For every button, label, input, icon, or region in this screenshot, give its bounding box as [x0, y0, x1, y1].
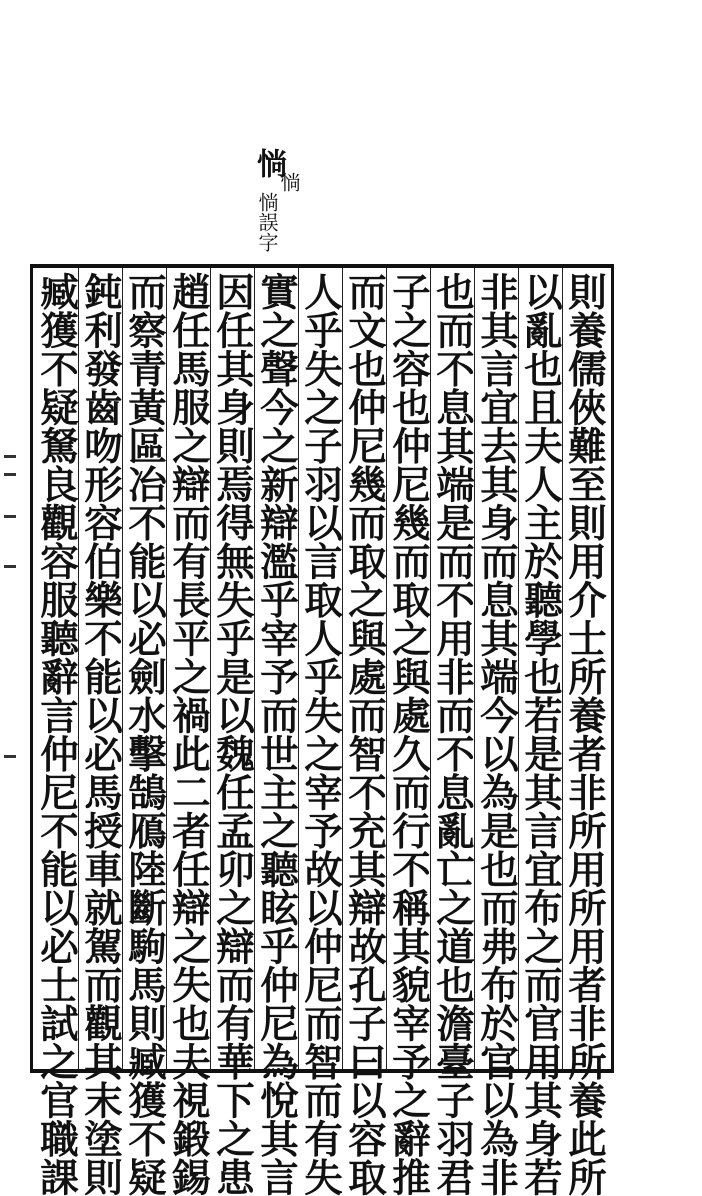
text-column-3	[474, 268, 519, 1196]
text-frame	[30, 264, 614, 1196]
column-text-10: 趙任馬服之辯而有長平之禍此二者任辯之失也夫視鍛錫	[166, 272, 211, 1196]
text-column-5	[386, 268, 431, 1196]
text-column-4	[430, 268, 475, 1196]
margin-annotation-main: 惝	[251, 148, 286, 178]
margin-annotation-note: 惝誤字	[255, 192, 279, 252]
margin-annotation-variant: 惝	[277, 172, 301, 192]
text-column-8	[254, 268, 299, 1196]
text-column-10	[166, 268, 211, 1196]
column-text-8: 實之聲今之新辯濫乎宰予而世主之聽眩乎仲尼為悅其言	[254, 272, 299, 1196]
column-text-3: 非其言宜去其身而息其端今以為是也而弗布於官以為非	[474, 272, 519, 1196]
column-text-6: 而文也仲尼幾而取之與處而智不充其辯故孔子曰以容取	[342, 272, 387, 1196]
column-text-12: 鈍利發齒吻形容伯樂不能以必馬授車就駕而觀其末塗則	[78, 272, 123, 1196]
column-text-5: 子之容也仲尼幾而取之與處久而行不稱其貌宰予之辭推	[386, 272, 431, 1196]
column-text-9: 因任其身則焉得無失乎是以魏任孟卯之辯而有華下之患	[210, 272, 255, 1196]
column-text-13: 臧獲不疑駑良觀容服聽辭言仲尼不能以必士試之官職課	[34, 272, 79, 1196]
text-column-9	[210, 268, 255, 1196]
column-text-4: 也而不息其端是而不用非而不息亂亡之道也澹臺子羽君	[430, 272, 475, 1196]
text-column-7	[298, 268, 343, 1196]
column-text-2: 以亂也且夫人主於聽學也若是其言宜布之而官用其身若	[518, 272, 563, 1196]
text-column-13	[34, 268, 79, 1196]
text-column-11	[122, 268, 167, 1196]
column-text-7: 人乎失之子羽以言取人乎失之宰予故以仲尼而智而有失	[298, 272, 343, 1196]
margin-annotation	[248, 148, 304, 268]
page-gutter-marks	[4, 455, 20, 785]
column-text-1: 則養儒俠難至則用介士所養者非所用所用者非所養此所	[562, 272, 607, 1196]
text-column-6	[342, 268, 387, 1196]
column-text-11: 而察青黃區冶不能以必劍水擊鵠鴈陸斷駒馬則臧獲不疑	[122, 272, 167, 1196]
text-column-12	[78, 268, 123, 1196]
text-column-1	[562, 268, 607, 1196]
text-column-2	[518, 268, 563, 1196]
